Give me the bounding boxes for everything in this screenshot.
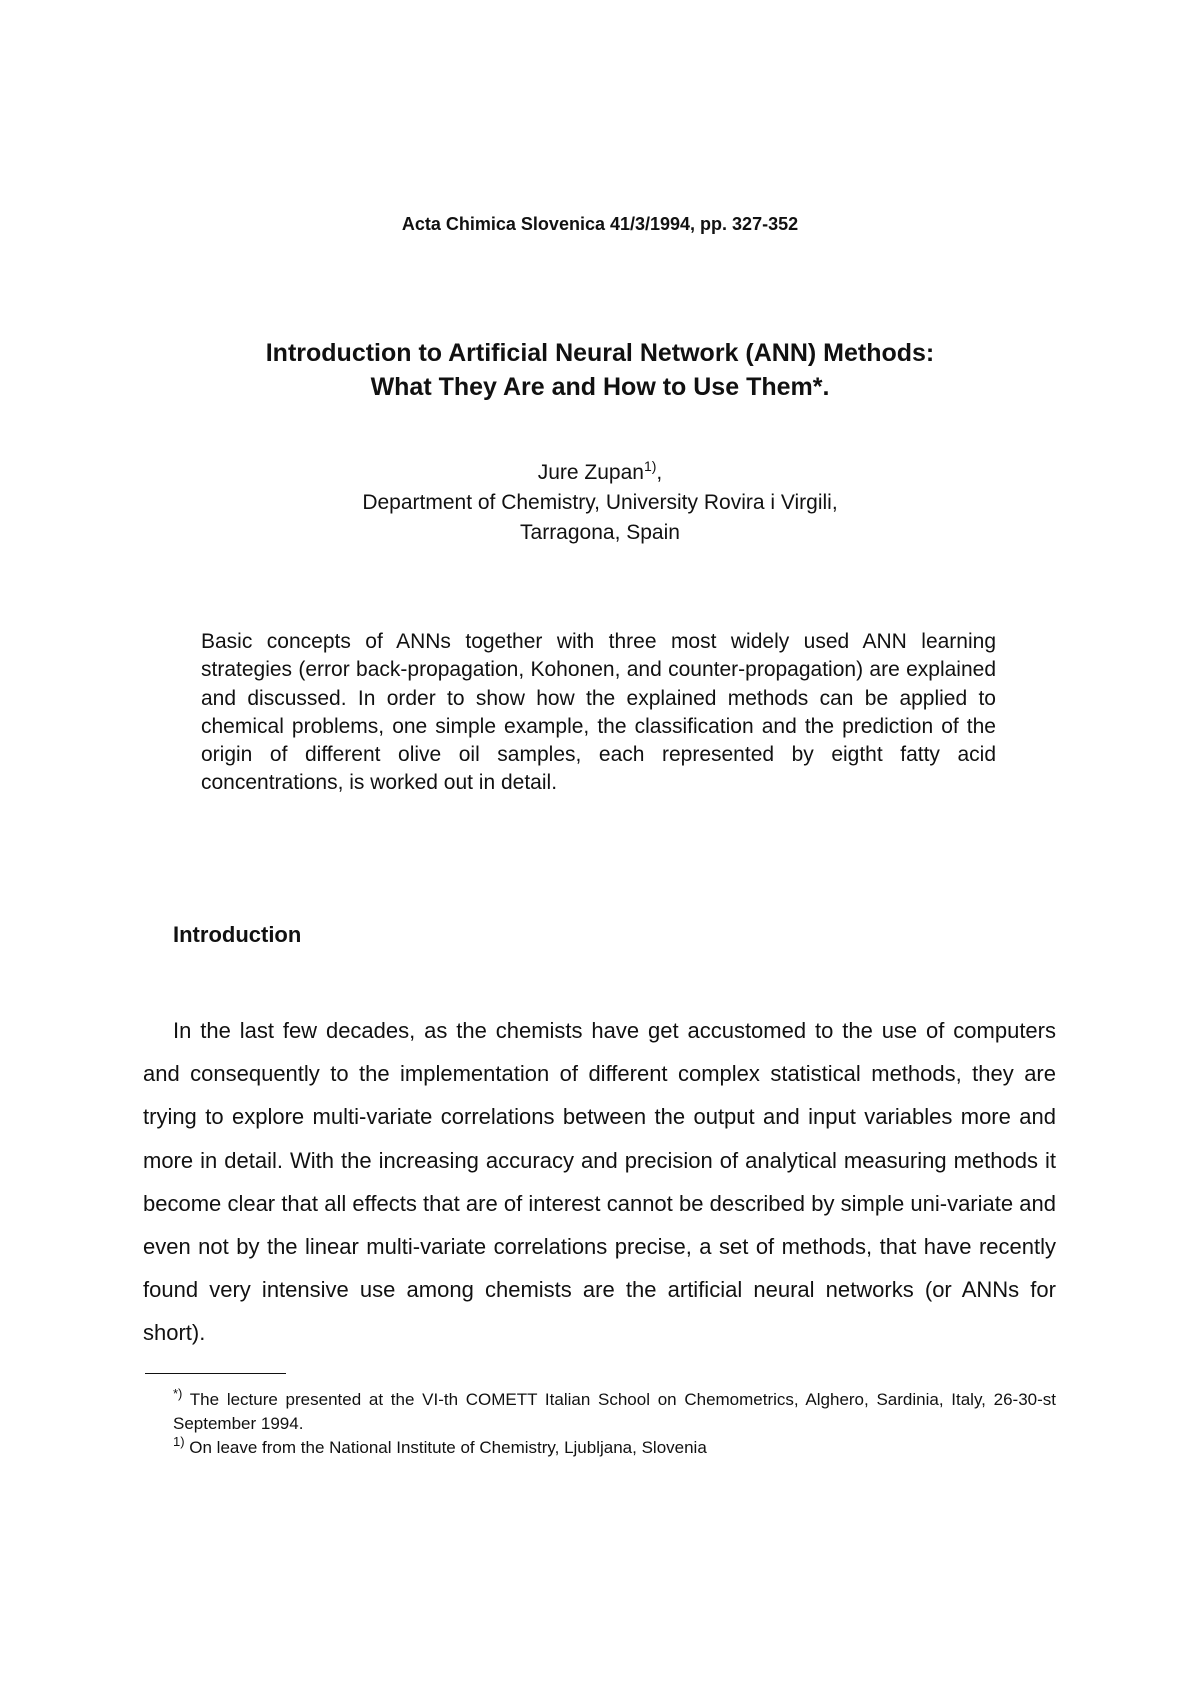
section-heading-introduction: Introduction [173, 922, 302, 947]
affiliation-line-1: Department of Chemistry, University Rovira i Virgili, [362, 491, 838, 514]
paragraph-text: In the last few decades, as the chemists have get accustomed to the use of computers and consequently to the implementation of different complex statistical methods, they are trying to explore multi-variate correlations between the output and input variables more and more in detail. With the increasing accuracy and precision of analytical measuring methods it become clear that all effects that are of interest cannot be described by simple uni-variate and even not by the linear multi-variate correlations precise, a set of methods, that have recently found very intensive use among chemists are the artificial neural networks (or ANNs for short). [143, 1018, 1056, 1346]
footnote-1-text: The lecture presented at the VI-th COMETT Italian School on Chemometrics, Alghero, Sardinia, Italy, 26-30-st September 1994. [173, 1390, 1056, 1433]
author-name-suffix: , [656, 461, 663, 484]
title-line-1: Introduction to Artificial Neural Network (ANN) Methods: [265, 339, 935, 367]
journal-citation: Acta Chimica Slovenica 41/3/1994, pp. 327-352 [401, 214, 799, 234]
footnote-2 [143, 1436, 1056, 1460]
footnote-2-marker: 1) [173, 1434, 185, 1449]
introduction-paragraph [143, 1009, 1056, 1355]
footnotes [143, 1388, 1056, 1460]
author-name: Jure Zupan [537, 461, 644, 484]
author-block [0, 458, 1200, 548]
author-footnote-marker: 1) [643, 458, 657, 474]
footnote-1 [143, 1388, 1056, 1436]
footnote-separator [145, 1373, 286, 1374]
author-line [0, 458, 1200, 488]
abstract: Basic concepts of ANNs together with three most widely used ANN learning strategies (error back-propagation, Kohonen, and counter-propagation) are explained and discussed. In order to show how the explained methods can be applied to chemical problems, one simple example, the classification and the prediction of the origin of different olive oil samples, each represented by eigtht fatty acid concentrations, is worked out in detail. [201, 630, 996, 795]
affiliation-line-2: Tarragona, Spain [520, 521, 680, 544]
footnote-1-marker: *) [173, 1386, 183, 1401]
paper-title [0, 336, 1200, 404]
title-line-2: What They Are and How to Use Them*. [370, 373, 830, 401]
footnote-2-text: On leave from the National Institute of Chemistry, Ljubljana, Slovenia [184, 1438, 707, 1457]
